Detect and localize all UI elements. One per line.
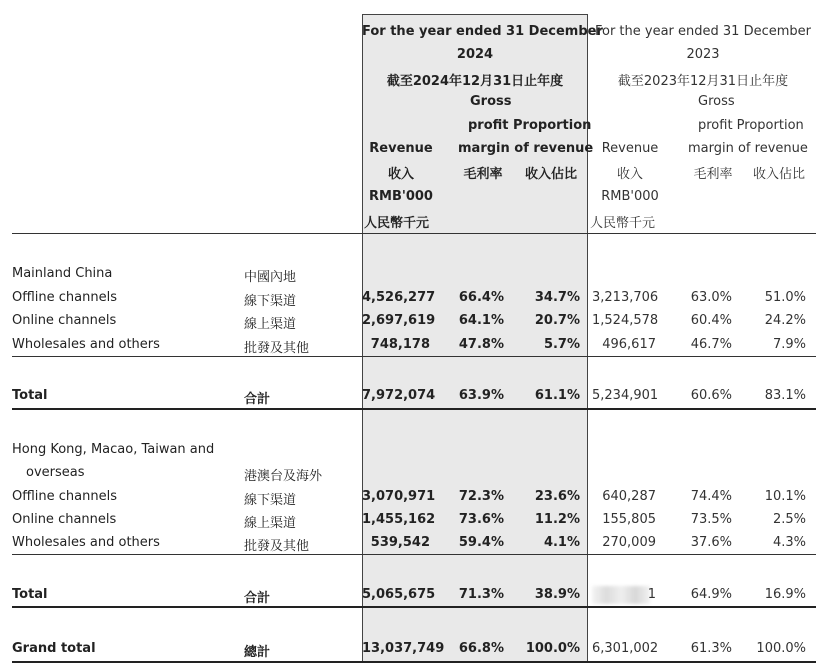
total-divider	[12, 408, 816, 410]
header-unit-2024: RMB'000	[369, 189, 433, 204]
row-label: Online channels	[12, 313, 117, 328]
header-2023-line1: For the year ended 31 December	[594, 24, 811, 39]
total-label: Total	[12, 388, 48, 403]
header-divider	[12, 233, 816, 234]
cell-revenue-2023: 3,213,706	[592, 290, 659, 305]
cell-margin-2023: 60.4%	[690, 313, 732, 328]
cell-revenue-2024: 4,526,277	[362, 290, 436, 305]
cell-margin-2024: 66.4%	[458, 290, 504, 305]
cell-proportion-2024: 5.7%	[543, 337, 580, 352]
row-label-cn: 線下渠道	[244, 493, 297, 508]
cell-revenue-2024: 748,178	[370, 337, 430, 352]
header-revenue-cn-2024: 收入	[387, 167, 414, 182]
cell-margin-2023: 60.6%	[690, 388, 732, 403]
header-proportion-cn-2023: 收入佔比	[752, 167, 805, 182]
header-unit-2023: RMB'000	[601, 189, 659, 204]
total-label-cn: 合計	[244, 392, 271, 407]
section-title-mainland: Mainland China	[12, 266, 113, 281]
header-profit-proportion-2024: profit Proportion	[468, 118, 592, 133]
cell-proportion-2023: 51.0%	[764, 290, 806, 305]
cell-proportion-2024: 11.2%	[534, 512, 580, 527]
cell-revenue-2024: 5,065,675	[362, 587, 436, 602]
cell-revenue-2023: 1,524,578	[592, 313, 659, 328]
header-revenue-cn-2023: 收入	[616, 167, 643, 182]
cell-margin-2024: 72.3%	[458, 489, 504, 504]
cell-margin-2024: 66.8%	[458, 641, 504, 656]
cell-margin-2024: 64.1%	[458, 313, 504, 328]
cell-margin-2024: 73.6%	[458, 512, 504, 527]
cell-proportion-2024: 100.0%	[525, 641, 580, 656]
cell-proportion-2024: 34.7%	[534, 290, 580, 305]
cell-margin-2024: 59.4%	[458, 535, 504, 550]
row-label-cn: 線上渠道	[244, 317, 297, 332]
cell-proportion-2024: 4.1%	[543, 535, 580, 550]
cell-margin-2023: 61.3%	[690, 641, 732, 656]
row-label: Offline channels	[12, 489, 117, 504]
cell-margin-2024: 47.8%	[458, 337, 504, 352]
header-unit-cn-2023: 人民幣千元	[590, 216, 656, 231]
cell-margin-2023: 73.5%	[690, 512, 732, 527]
header-gross-2024: Gross	[470, 94, 512, 109]
cell-proportion-2023: 4.3%	[772, 535, 806, 550]
cell-revenue-2023: 6,301,002	[592, 641, 659, 656]
section-title-overseas-cn: 港澳台及海外	[244, 469, 323, 484]
cell-revenue-2023: 640,287	[602, 489, 656, 504]
header-revenue-2023: Revenue	[601, 141, 659, 156]
subtotal-divider	[12, 554, 816, 555]
cell-revenue-2023: 5,234,901	[592, 388, 659, 403]
row-label: Online channels	[12, 512, 117, 527]
grand-total-label-cn: 總計	[244, 645, 271, 660]
total-divider	[12, 606, 816, 608]
cell-margin-2024: 63.9%	[458, 388, 504, 403]
cell-revenue-2024: 3,070,971	[362, 489, 436, 504]
cell-proportion-2023: 2.5%	[772, 512, 806, 527]
cell-proportion-2023: 100.0%	[756, 641, 806, 656]
cell-proportion-2023: 10.1%	[764, 489, 806, 504]
cell-revenue-2024: 1,455,162	[362, 512, 436, 527]
row-label-cn: 線上渠道	[244, 516, 297, 531]
cell-revenue-2024: 7,972,074	[362, 388, 436, 403]
cell-proportion-2023: 24.2%	[764, 313, 806, 328]
header-revenue-2024: Revenue	[369, 141, 433, 156]
cell-revenue-2023: 496,617	[602, 337, 656, 352]
cell-margin-2023: 46.7%	[690, 337, 732, 352]
row-label: Offline channels	[12, 290, 117, 305]
section-title-mainland-cn: 中國內地	[244, 270, 297, 285]
cell-revenue-2024: 13,037,749	[362, 641, 445, 656]
row-label-cn: 批發及其他	[244, 539, 310, 554]
total-label: Total	[12, 587, 48, 602]
header-2023-cn: 截至2023年12月31日止年度	[617, 74, 789, 89]
subtotal-divider	[12, 356, 816, 357]
cell-margin-2023: 64.9%	[690, 587, 732, 602]
cell-revenue-2023: 155,805	[602, 512, 656, 527]
header-gross-2023: Gross	[698, 94, 735, 109]
cell-margin-2023: 37.6%	[690, 535, 732, 550]
row-label-cn: 批發及其他	[244, 341, 310, 356]
header-profit-proportion-2023: profit Proportion	[698, 118, 804, 133]
row-label: Wholesales and others	[12, 337, 160, 352]
cell-proportion-2024: 61.1%	[534, 388, 580, 403]
cell-proportion-2024: 20.7%	[534, 313, 580, 328]
cell-margin-2023: 63.0%	[690, 290, 732, 305]
cell-proportion-2023: 7.9%	[772, 337, 806, 352]
cell-revenue-2023: 1	[647, 587, 656, 602]
header-2024-cn: 截至2024年12月31日止年度	[386, 74, 564, 89]
header-2024-line2: 2024	[456, 47, 494, 62]
grand-total-divider	[12, 661, 816, 663]
total-label-cn: 合計	[244, 591, 271, 606]
header-margin-cn-2024: 毛利率	[463, 167, 503, 182]
row-label-cn: 線下渠道	[244, 294, 297, 309]
cell-margin-2024: 71.3%	[458, 587, 504, 602]
cell-proportion-2024: 23.6%	[534, 489, 580, 504]
cell-proportion-2023: 16.9%	[764, 587, 806, 602]
cell-revenue-2023: 270,009	[602, 535, 656, 550]
header-margin-of-revenue-2023: margin of revenue	[688, 141, 808, 156]
header-margin-cn-2023: 毛利率	[693, 167, 733, 182]
cell-proportion-2023: 83.1%	[764, 388, 806, 403]
header-2024-line1: For the year ended 31 December	[362, 24, 603, 39]
section-title-overseas-line2: overseas	[26, 465, 85, 480]
header-proportion-cn-2024: 收入佔比	[524, 167, 577, 182]
header-unit-cn-2024: 人民幣千元	[364, 216, 430, 231]
cell-revenue-2024: 2,697,619	[362, 313, 436, 328]
header-2023-line2: 2023	[686, 47, 720, 62]
cell-proportion-2024: 38.9%	[534, 587, 580, 602]
header-margin-of-revenue-2024: margin of revenue	[458, 141, 594, 156]
section-title-overseas: Hong Kong, Macao, Taiwan and	[12, 442, 215, 457]
grand-total-label: Grand total	[12, 641, 96, 656]
cell-margin-2023: 74.4%	[690, 489, 732, 504]
cell-revenue-2024: 539,542	[370, 535, 430, 550]
row-label: Wholesales and others	[12, 535, 160, 550]
